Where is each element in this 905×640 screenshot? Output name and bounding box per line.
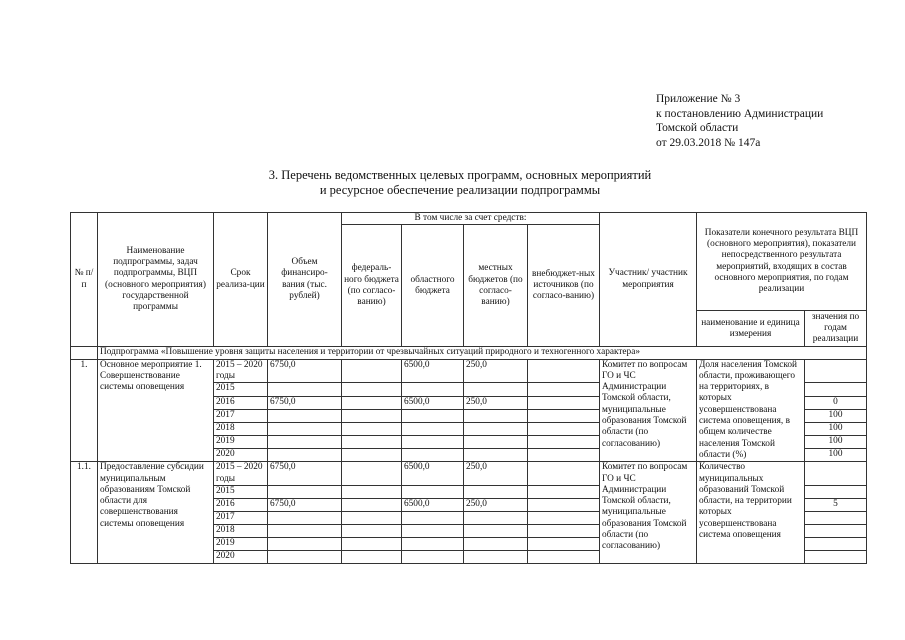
local-cell xyxy=(464,511,528,524)
federal-cell xyxy=(342,435,402,448)
indicator-value-cell xyxy=(805,550,867,563)
federal-cell xyxy=(342,524,402,537)
term-cell: 2019 xyxy=(214,537,268,550)
local-cell xyxy=(464,537,528,550)
offbudget-cell xyxy=(528,449,600,462)
subprogram-num-cell xyxy=(71,347,98,359)
term-cell: 2015 xyxy=(214,383,268,396)
term-cell: 2017 xyxy=(214,409,268,422)
volume-cell: 6750,0 xyxy=(268,462,342,486)
regional-cell: 6500,0 xyxy=(402,396,464,409)
term-cell: 2019 xyxy=(214,435,268,448)
activity-name: Основное мероприятие 1. Совершенствование системы оповещения xyxy=(98,359,214,462)
participant-cell: Комитет по вопросам ГО и ЧС Администрации Томской области, муниципальные образования Томской области (по согласованию) xyxy=(600,462,697,564)
regional-cell xyxy=(402,524,464,537)
row-number: 1. xyxy=(71,359,98,462)
appendix-note xyxy=(656,92,823,150)
header-participant: Участник/ участник мероприятия xyxy=(600,213,697,347)
header-indicator-values: значения по годам реализации xyxy=(805,311,867,347)
local-cell: 250,0 xyxy=(464,396,528,409)
regional-cell xyxy=(402,383,464,396)
term-cell: 2016 xyxy=(214,396,268,409)
federal-cell xyxy=(342,462,402,486)
regional-cell xyxy=(402,449,464,462)
regional-cell xyxy=(402,485,464,498)
indicator-value-cell xyxy=(805,524,867,537)
table-row xyxy=(71,359,867,383)
federal-cell xyxy=(342,422,402,435)
volume-cell xyxy=(268,449,342,462)
indicator-value-cell: 0 xyxy=(805,396,867,409)
local-cell xyxy=(464,422,528,435)
local-cell xyxy=(464,435,528,448)
volume-cell xyxy=(268,422,342,435)
regional-cell xyxy=(402,422,464,435)
regional-cell: 6500,0 xyxy=(402,462,464,486)
indicator-value-cell: 5 xyxy=(805,498,867,511)
appendix-line: к постановлению Администрации xyxy=(656,107,824,120)
offbudget-cell xyxy=(528,383,600,396)
header-federal: федераль-ного бюджета (по согласо-ванию) xyxy=(342,225,402,347)
local-cell xyxy=(464,409,528,422)
appendix-line: Томской области xyxy=(656,122,739,134)
participant-cell: Комитет по вопросам ГО и ЧС Администрации Томской области, муниципальные образования Томской области (по согласованию) xyxy=(600,359,697,462)
header-indicator-name: наименование и единица измерения xyxy=(697,311,805,347)
local-cell: 250,0 xyxy=(464,359,528,383)
header-volume: Объем финансиро-вания (тыс. рублей) xyxy=(268,213,342,347)
local-cell xyxy=(464,485,528,498)
document-title xyxy=(180,168,740,198)
indicator-value-cell: 100 xyxy=(805,435,867,448)
indicator-value-cell xyxy=(805,383,867,396)
indicator-value-cell xyxy=(805,511,867,524)
offbudget-cell xyxy=(528,537,600,550)
offbudget-cell xyxy=(528,359,600,383)
volume-cell xyxy=(268,511,342,524)
regional-cell xyxy=(402,511,464,524)
local-cell xyxy=(464,524,528,537)
header-indicators: Показатели конечного результата ВЦП (основного мероприятия), показатели непосредственного результата мероприятий, входящих в состав основного мероприятия, по годам реализации xyxy=(697,213,867,311)
appendix-line: от 29.03.2018 № 147а xyxy=(656,136,761,149)
offbudget-cell xyxy=(528,396,600,409)
indicator-value-cell xyxy=(805,359,867,383)
row-number: 1.1. xyxy=(71,462,98,564)
offbudget-cell xyxy=(528,524,600,537)
term-cell: 2017 xyxy=(214,511,268,524)
term-cell: 2018 xyxy=(214,524,268,537)
volume-cell: 6750,0 xyxy=(268,498,342,511)
indicator-value-cell: 100 xyxy=(805,449,867,462)
indicator-value-cell xyxy=(805,485,867,498)
local-cell xyxy=(464,449,528,462)
volume-cell: 6750,0 xyxy=(268,396,342,409)
activity-name: Предоставление субсидии муниципальным образованиям Томской области для совершенствования системы оповещения xyxy=(98,462,214,564)
volume-cell xyxy=(268,435,342,448)
offbudget-cell xyxy=(528,511,600,524)
indicator-value-cell xyxy=(805,537,867,550)
offbudget-cell xyxy=(528,550,600,563)
regional-cell: 6500,0 xyxy=(402,498,464,511)
term-cell: 2015 – 2020 годы xyxy=(214,462,268,486)
offbudget-cell xyxy=(528,422,600,435)
header-name: Наименование подпрограммы, задач подпрограммы, ВЦП (основного мероприятия) государственной программы xyxy=(98,213,214,347)
indicator-name-cell: Количество муниципальных образований Томской области, на территории которых усовершенствована система оповещения xyxy=(697,462,805,564)
programs-table xyxy=(70,212,867,564)
offbudget-cell xyxy=(528,498,600,511)
indicator-value-cell: 100 xyxy=(805,409,867,422)
indicator-value-cell: 100 xyxy=(805,422,867,435)
header-regional: областного бюджета xyxy=(402,225,464,347)
indicator-value-cell xyxy=(805,462,867,486)
volume-cell xyxy=(268,383,342,396)
subprogram-title: Подпрограмма «Повышение уровня защиты населения и территории от чрезвычайных ситуаций природного и техногенного характера» xyxy=(98,347,867,359)
term-cell: 2020 xyxy=(214,550,268,563)
volume-cell xyxy=(268,524,342,537)
table-row xyxy=(71,462,867,486)
regional-cell: 6500,0 xyxy=(402,359,464,383)
regional-cell xyxy=(402,550,464,563)
header-local: местных бюджетов (по согласо-ванию) xyxy=(464,225,528,347)
local-cell xyxy=(464,383,528,396)
federal-cell xyxy=(342,511,402,524)
term-cell: 2018 xyxy=(214,422,268,435)
volume-cell xyxy=(268,550,342,563)
federal-cell xyxy=(342,359,402,383)
term-cell: 2020 xyxy=(214,449,268,462)
federal-cell xyxy=(342,383,402,396)
volume-cell xyxy=(268,409,342,422)
local-cell xyxy=(464,550,528,563)
local-cell: 250,0 xyxy=(464,462,528,486)
offbudget-cell xyxy=(528,485,600,498)
federal-cell xyxy=(342,409,402,422)
term-cell: 2015 – 2020 годы xyxy=(214,359,268,383)
header-term: Срок реализа-ции xyxy=(214,213,268,347)
volume-cell: 6750,0 xyxy=(268,359,342,383)
offbudget-cell xyxy=(528,409,600,422)
offbudget-cell xyxy=(528,435,600,448)
header-including: В том числе за счет средств: xyxy=(342,213,600,225)
term-cell: 2016 xyxy=(214,498,268,511)
federal-cell xyxy=(342,485,402,498)
regional-cell xyxy=(402,537,464,550)
volume-cell xyxy=(268,537,342,550)
regional-cell xyxy=(402,435,464,448)
local-cell: 250,0 xyxy=(464,498,528,511)
indicator-name-cell: Доля населения Томской области, проживающего на территориях, в которых усовершенствована система оповещения, в общем количестве населения Томской области (%) xyxy=(697,359,805,462)
title-line: и ресурсное обеспечение реализации подпрограммы xyxy=(319,183,601,197)
header-offbudget: внебюджет-ных источников (по согласо-ванию) xyxy=(528,225,600,347)
title-line: 3. Перечень ведомственных целевых программ, основных мероприятий xyxy=(268,168,652,182)
federal-cell xyxy=(342,498,402,511)
header-num: № п/п xyxy=(71,213,98,347)
federal-cell xyxy=(342,537,402,550)
federal-cell xyxy=(342,449,402,462)
offbudget-cell xyxy=(528,462,600,486)
regional-cell xyxy=(402,409,464,422)
appendix-line: Приложение № 3 xyxy=(656,93,741,105)
volume-cell xyxy=(268,485,342,498)
term-cell: 2015 xyxy=(214,485,268,498)
federal-cell xyxy=(342,396,402,409)
federal-cell xyxy=(342,550,402,563)
